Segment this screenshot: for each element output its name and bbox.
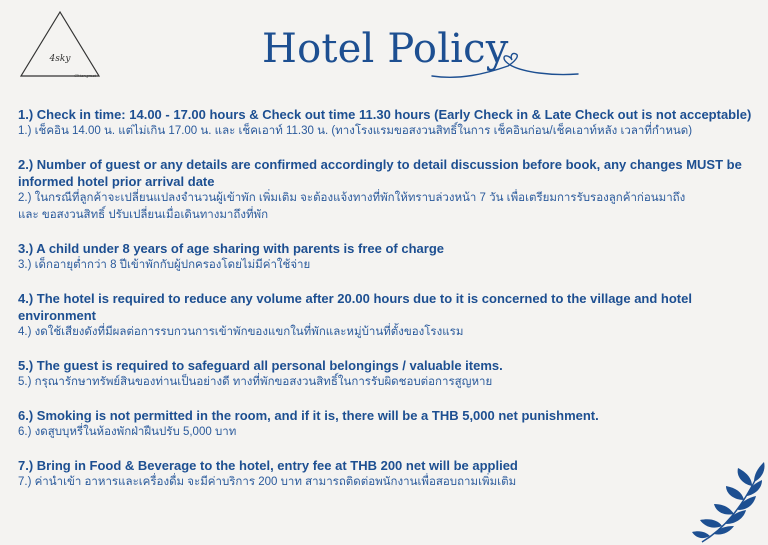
logo-brand-text: 4sky [49,54,71,64]
policy-th-text: 3.) เด็กอายุต่ำกว่า 8 ปีเข้าพักกับผู้ปกครองโดยไม่มีค่าใช้จ่าย [18,259,311,271]
heart-flourish-icon [430,48,580,84]
policy-th-text: 2.) ในกรณีที่ลูกค้าจะเปลี่ยนแปลงจำนวนผู้เข้าพัก เพิ่มเติม จะต้องแจ้งทางที่พักให้ทราบล่วงหน้า 7 วัน เพื่อเตรียมการรับรองลูกค้าก่อนมาถึง [18,192,686,204]
policy-item-6 [18,407,754,441]
logo-city-text: Chiangmai [74,73,96,78]
policy-th-text: 4.) งดใช้เสียงดังที่มีผลต่อการรบกวนการเข้าพักของแขกในที่พักและหมู่บ้านที่ตั้งของโรงแรม [18,326,464,338]
policy-en-text: 5.) The guest is required to safeguard all personal belongings / valuable items. [18,358,503,373]
policy-th-text: 7.) ค่านำเข้า อาหารและเครื่องดื่ม จะมีค่าบริการ 200 บาท สามารถติดต่อพนักงานเพื่อสอบถามเพิ่มเติม [18,476,517,488]
policy-item-1 [18,106,754,140]
policy-en-text: 7.) Bring in Food & Beverage to the hotel, entry fee at THB 200 net will be applied [18,458,518,473]
policy-item-3 [18,240,754,274]
policy-en-text: 2.) Number of guest or any details are confirmed accordingly to detail discussion before book, any changes MUST be informed hotel prior arrival date [18,157,742,189]
policy-th-text: 6.) งดสูบบุหรี่ในห้องพักฝ่าฝืนปรับ 5,000 บาท [18,426,237,438]
triangle-logo-icon [18,10,102,80]
policy-item-7 [18,457,754,491]
policy-en-text: 6.) Smoking is not permitted in the room, and if it is, there will be a THB 5,000 net punishment. [18,408,599,423]
policy-en-text: 3.) A child under 8 years of age sharing with parents is free of charge [18,241,444,256]
policy-item-4 [18,290,754,341]
policy-item-2 [18,156,754,224]
policy-th-text: และ ขอสงวนสิทธิ์ ปรับเปลี่ยนเมื่อเดินทางมาถึงที่พัก [18,209,269,221]
policy-en-text: 4.) The hotel is required to reduce any volume after 20.00 hours due to it is concerned to the village and hotel environment [18,291,692,323]
policy-th-text: 5.) กรุณารักษาทรัพย์สินของท่านเป็นอย่างดี ทางที่พักขอสงวนสิทธิ์ในการรับผิดชอบต่อการสูญหาย [18,376,493,388]
policy-item-5 [18,357,754,391]
policy-th-text: 1.) เช็คอิน 14.00 น. แต่ไม่เกิน 17.00 น. และ เช็คเอาท์ 11.30 น. (ทางโรงแรมขอสงวนสิทธิ์ในการ เช็คอินก่อน/เช็คเอาท์หลัง เวลาที่กำหนด) [18,125,693,137]
hotel-logo [18,10,102,80]
policy-list [18,106,754,507]
policy-en-text: 1.) Check in time: 14.00 - 17.00 hours & Check out time 11.30 hours (Early Check in & Late Check out is not acceptable) [18,107,752,122]
leaf-branch-icon [692,460,768,545]
page-title: Hotel Policy [262,26,509,72]
